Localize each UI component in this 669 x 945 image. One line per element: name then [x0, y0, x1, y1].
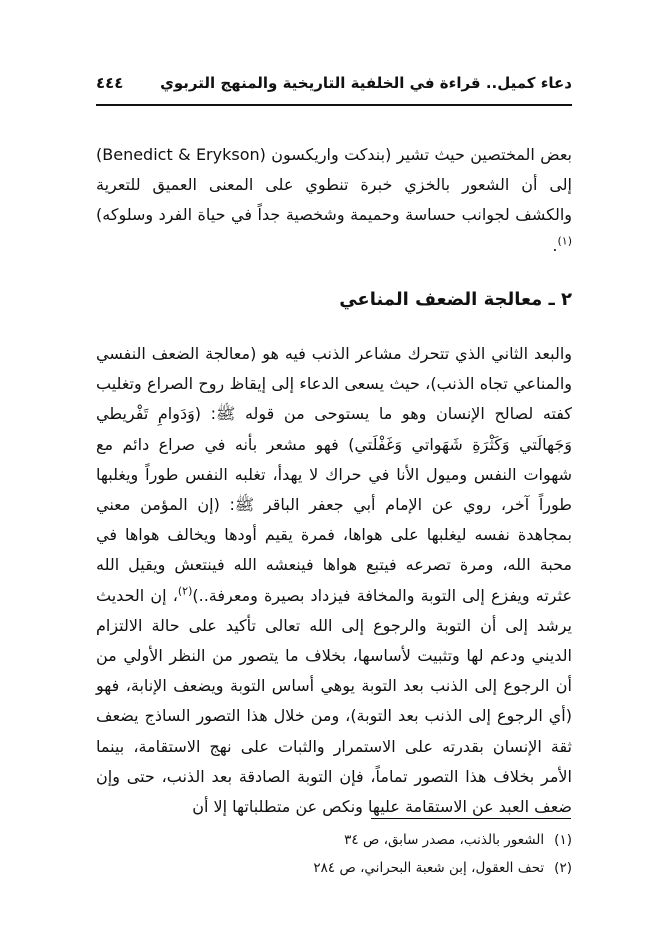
- page-number: ٤٤٤: [96, 74, 124, 92]
- page-body: [96, 140, 572, 822]
- footnote-divider: [371, 818, 571, 819]
- paragraph-2: [96, 339, 572, 822]
- footnote-text: الشعور بالذنب، مصدر سابق، ص ٣٤: [344, 832, 545, 848]
- footnotes: [96, 826, 572, 882]
- footnote-1: [96, 826, 572, 854]
- footnote-ref-2: (٢): [177, 584, 193, 598]
- paragraph-1-end: .: [552, 235, 558, 255]
- footnote-number: (٢): [554, 860, 572, 876]
- footnote-text: تحف العقول، إبن شعبة البحراني، ص ٢٨٤: [313, 860, 545, 876]
- paragraph-2-text-b: ، إن الحديث يرشد إلى أن التوبة والرجوع إلى الله تعالى تأكيد على حالة الالتزام الديني ودعم لها وتثبيت لأساسها، بخلاف ما يتصور من النظر الأولي من أن الرجوع إلى الذنب بعد التوبة يوهي أساس التوبة ويضعف الإنابة، فهو (أي الرجوع إلى الذنب بعد التوبة)، ومن خلال هذا التصور الساذج يضعف ثقة الإنسان بقدرته على الاستمرار والثبات على نهج الاستقامة، بينما الأمر بخلاف هذا التصور تماماً، فإن التوبة الصادقة بعد الذنب، حتى وإن ضعف العبد عن الاستقامة عليها ونكص عن متطلباتها إلا أن: [96, 585, 572, 817]
- footnote-2: [96, 854, 572, 882]
- paragraph-1-text: بعض المختصين حيث تشير (بندكت واريكسون (Benedict & Erykson) إلى أن الشعور بالخزي خبرة تنطوي على المعنى العميق للتعرية والكشف لجوانب حساسة وحميمة وشخصية جداً في حياة الفرد وسلوكه): [96, 145, 572, 225]
- section-heading: ٢ ـ معالجة الضعف المناعي: [339, 288, 572, 310]
- running-title: دعاء كميل.. قراءة في الخلفية التاريخية والمنهج التربوي: [160, 74, 572, 92]
- page-header: [96, 74, 572, 92]
- footnote-number: (١): [554, 832, 572, 848]
- footnote-ref-1: (١): [557, 234, 572, 248]
- paragraph-1: [96, 140, 572, 261]
- paragraph-2-text-a: والبعد الثاني الذي تتحرك مشاعر الذنب فيه هو (معالجة الضعف النفسي والمناعي تجاه الذنب)، حيث يسعى الدعاء إلى إيقاظ روح الصراع وتغليب كفته لصالح الإنسان وهو ما يستوحى من قوله ﷺ: (وَدَوامِ تَفْريطي وَجَهالَتي وَكَثْرَةِ شَهَواتي وَغَفْلَتي) فهو مشعر بأنه في صراع دائم مع شهوات النفس وميول الأنا في حراك لا يهدأ، تغلبه النفس طوراً ويغلبها طوراً آخر، روي عن الإمام أبي جعفر الباقر ﷺ: (إن المؤمن معني بمجاهدة نفسه ليغلبها على هواها، فمرة يقيم أودها ويخالف هواها في محبة الله، ومرة تصرعه فيتبع هواها فينعشه الله فينتعش ويقيل الله عثرته ويفزع إلى التوبة والمخافة فيزداد بصيرة ومعرفة..): [96, 344, 572, 605]
- header-divider: [96, 104, 572, 106]
